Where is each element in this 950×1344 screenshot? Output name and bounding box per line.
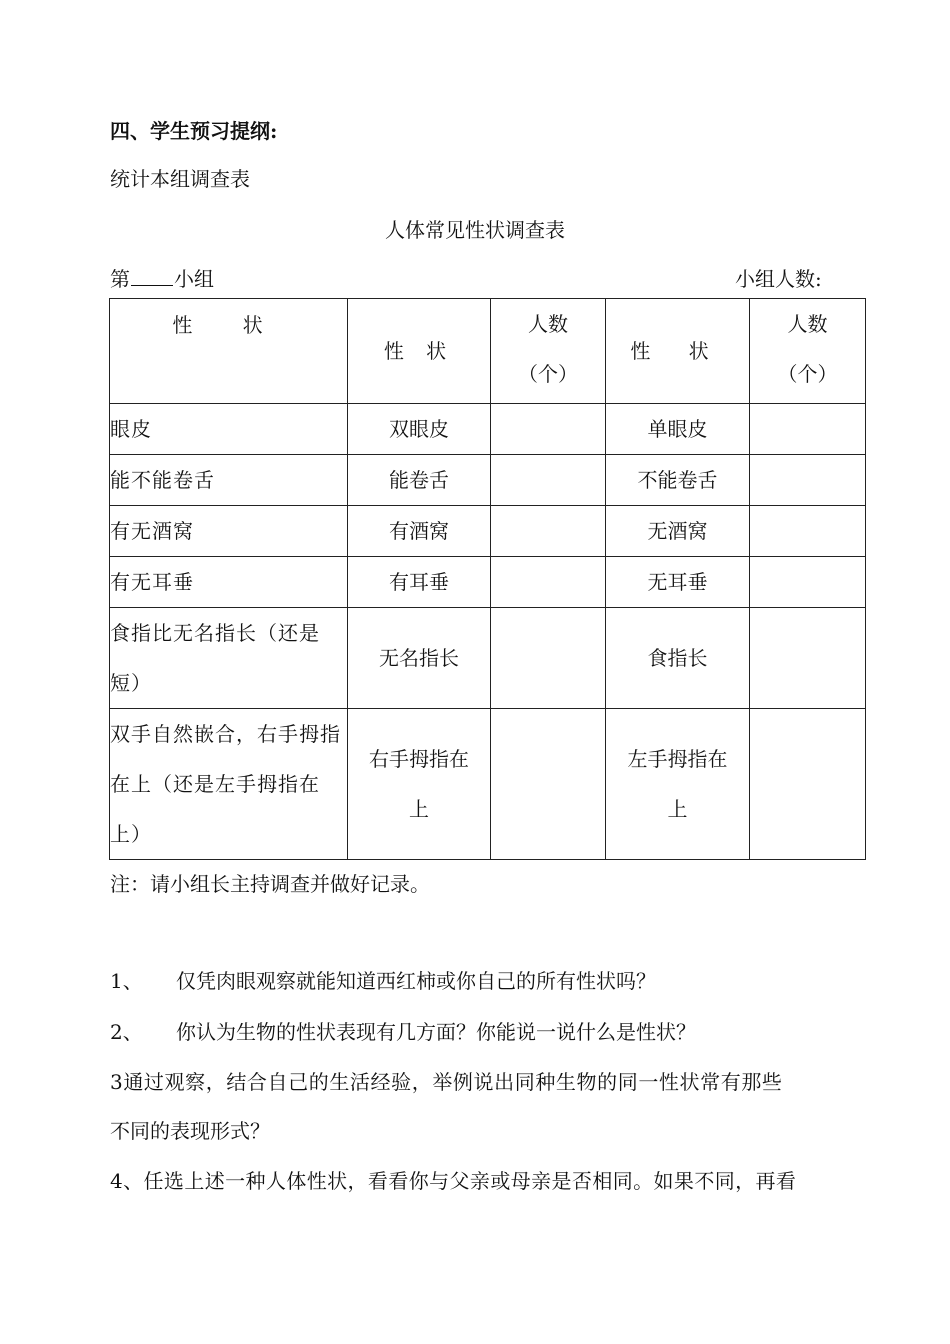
table-row — [110, 709, 866, 860]
group-number-blank[interactable] — [131, 267, 173, 286]
option-a-cell: 右手拇指在上 — [348, 709, 491, 860]
header-count-b — [750, 299, 866, 404]
trait-survey-table — [109, 298, 866, 860]
subheading: 统计本组调查表 — [110, 167, 250, 191]
option-a-cell: 能卷舌 — [348, 455, 491, 506]
option-a-cell: 有耳垂 — [348, 557, 491, 608]
group-count-label: 小组人数: — [735, 267, 822, 291]
count-a-cell[interactable] — [491, 709, 606, 860]
question-2 — [110, 1016, 696, 1045]
option-b-cell: 无耳垂 — [606, 557, 750, 608]
question-2-number: 2、 — [110, 1020, 143, 1044]
header-count-b-line2: （个） — [777, 362, 838, 386]
header-trait-b: 性 状 — [606, 299, 750, 404]
count-b-cell[interactable] — [750, 608, 866, 709]
question-3-line-2: 不同的表现形式？ — [110, 1119, 270, 1143]
option-b-cell: 左手拇指在上 — [606, 709, 750, 860]
trait-cell: 双手自然嵌合，右手拇指在上（还是左手拇指在上） — [110, 709, 348, 860]
option-b-cell: 不能卷舌 — [606, 455, 750, 506]
header-trait-a: 性 状 — [348, 299, 491, 404]
trait-cell: 眼皮 — [110, 404, 348, 455]
table-row — [110, 608, 866, 709]
trait-cell: 能不能卷舌 — [110, 455, 348, 506]
trait-cell: 有无酒窝 — [110, 506, 348, 557]
count-a-cell[interactable] — [491, 608, 606, 709]
count-b-cell[interactable] — [750, 404, 866, 455]
option-b-cell: 单眼皮 — [606, 404, 750, 455]
group-prefix: 第 — [110, 267, 130, 291]
count-a-cell[interactable] — [491, 557, 606, 608]
header-count-a — [491, 299, 606, 404]
option-b-cell: 食指长 — [606, 608, 750, 709]
table-row — [110, 557, 866, 608]
option-a-cell: 有酒窝 — [348, 506, 491, 557]
count-a-cell[interactable] — [491, 455, 606, 506]
question-3-line-1: 3通过观察，结合自己的生活经验，举例说出同种生物的同一性状常有那些 — [110, 1070, 783, 1094]
table-title: 人体常见性状调查表 — [385, 218, 565, 242]
count-b-cell[interactable] — [750, 709, 866, 860]
count-a-cell[interactable] — [491, 506, 606, 557]
question-1 — [110, 965, 656, 994]
question-1-number: 1、 — [110, 969, 143, 993]
header-count-a-line1: 人数 — [528, 312, 568, 336]
question-4-line-1: 4、任选上述一种人体性状，看看你与父亲或母亲是否相同。如果不同，再看 — [110, 1169, 797, 1193]
section-heading: 四、学生预习提纲: — [110, 119, 278, 143]
trait-cell: 有无耳垂 — [110, 557, 348, 608]
option-a-cell: 双眼皮 — [348, 404, 491, 455]
count-b-cell[interactable] — [750, 557, 866, 608]
option-b-cell: 无酒窝 — [606, 506, 750, 557]
group-suffix: 小组 — [174, 267, 214, 291]
option-a-cell: 无名指长 — [348, 608, 491, 709]
header-trait: 性 状 — [110, 299, 348, 404]
trait-cell: 食指比无名指长（还是短） — [110, 608, 348, 709]
count-b-cell[interactable] — [750, 455, 866, 506]
count-b-cell[interactable] — [750, 506, 866, 557]
table-row — [110, 404, 866, 455]
group-number-line — [110, 263, 214, 292]
count-a-cell[interactable] — [491, 404, 606, 455]
question-2-text: 你认为生物的性状表现有几方面？你能说一说什么是性状？ — [176, 1020, 696, 1044]
question-1-text: 仅凭肉眼观察就能知道西红柿或你自己的所有性状吗？ — [176, 969, 656, 993]
header-count-a-line2: （个） — [518, 362, 578, 386]
table-row — [110, 455, 866, 506]
table-row — [110, 506, 866, 557]
header-count-b-line1: 人数 — [787, 312, 828, 336]
table-note: 注：请小组长主持调查并做好记录。 — [110, 872, 430, 896]
table-header-row — [110, 299, 866, 404]
